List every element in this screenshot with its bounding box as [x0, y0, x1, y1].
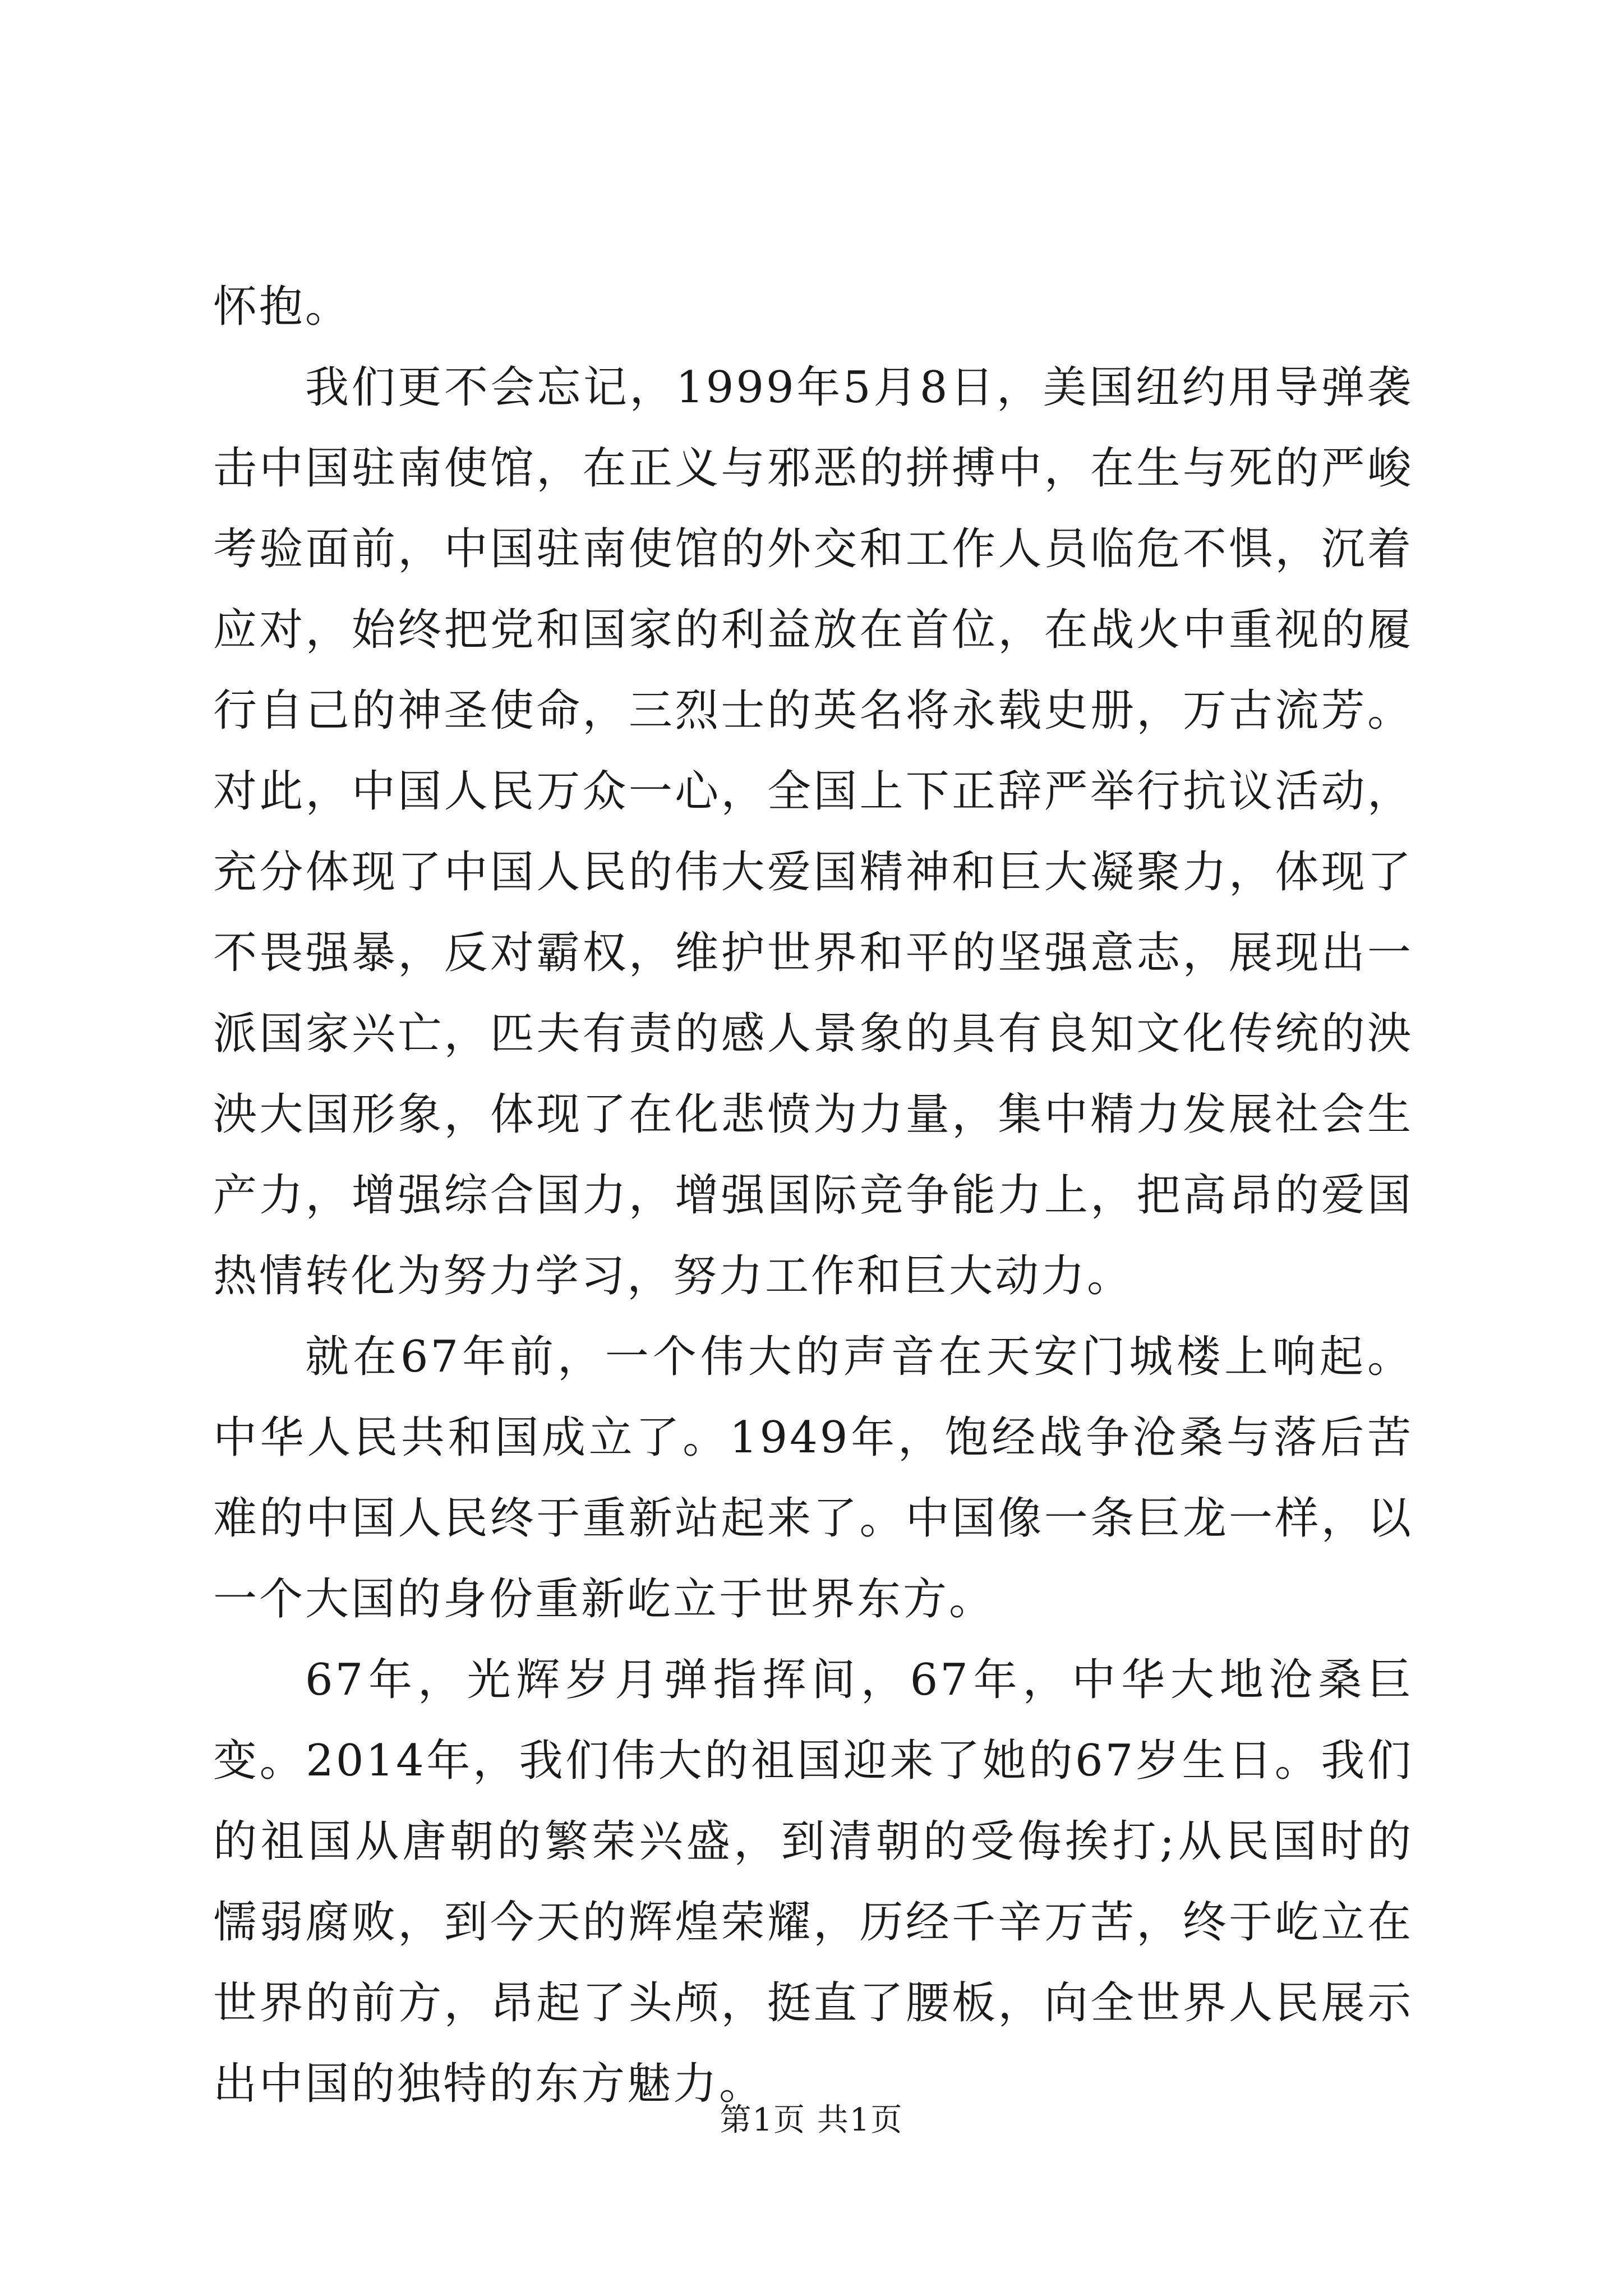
paragraph-embassy-bombing: 我们更不会忘记，1999年5月8日，美国纽约用导弹袭击中国驻南使馆，在正义与邪恶的拼搏中，在生与死的严峻考验面前，中国驻南使馆的外交和工作人员临危不惧，沉着应对，始终把党和国家的利益放在首位，在战火中重视的履行自己的神圣使命，三烈士的英名将永载史册，万古流芳。对此，中国人民万众一心，全国上下正辞严举行抗议活动，充分体现了中国人民的伟大爱国精神和巨大凝聚力，体现了不畏强暴，反对霸权，维护世界和平的坚强意志，展现出一派国家兴亡，匹夫有责的感人景象的具有良知文化传统的泱泱大国形象，体现了在化悲愤为力量，集中精力发展社会生产力，增强综合国力，增强国际竞争能力上，把高昂的爱国热情转化为努力学习，努力工作和巨大动力。	[213, 362, 1413, 1301]
paragraph-anniversary: 67年，光辉岁月弹指挥间，67年，中华大地沧桑巨变。2014年，我们伟大的祖国迎来了她的67岁生日。我们的祖国从唐朝的繁荣兴盛，到清朝的受侮挨打;从民国时的懦弱腐败，到今天的辉煌荣耀，历经千辛万苦，终于屹立在世界的前方，昂起了头颅，挺直了腰板，向全世界人民展示出中国的独特的东方魅力。	[213, 1655, 1413, 2109]
paragraph-founding: 就在67年前，一个伟大的声音在天安门城楼上响起。中华人民共和国成立了。1949年，饱经战争沧桑与落后苦难的中国人民终于重新站起来了。中国像一条巨龙一样，以一个大国的身份重新屹立于世界东方。	[213, 1332, 1413, 1625]
document-body	[213, 266, 1413, 2124]
paragraph-continuation: 怀抱。	[213, 282, 352, 332]
page-footer: 第1页 共1页	[720, 2102, 903, 2138]
